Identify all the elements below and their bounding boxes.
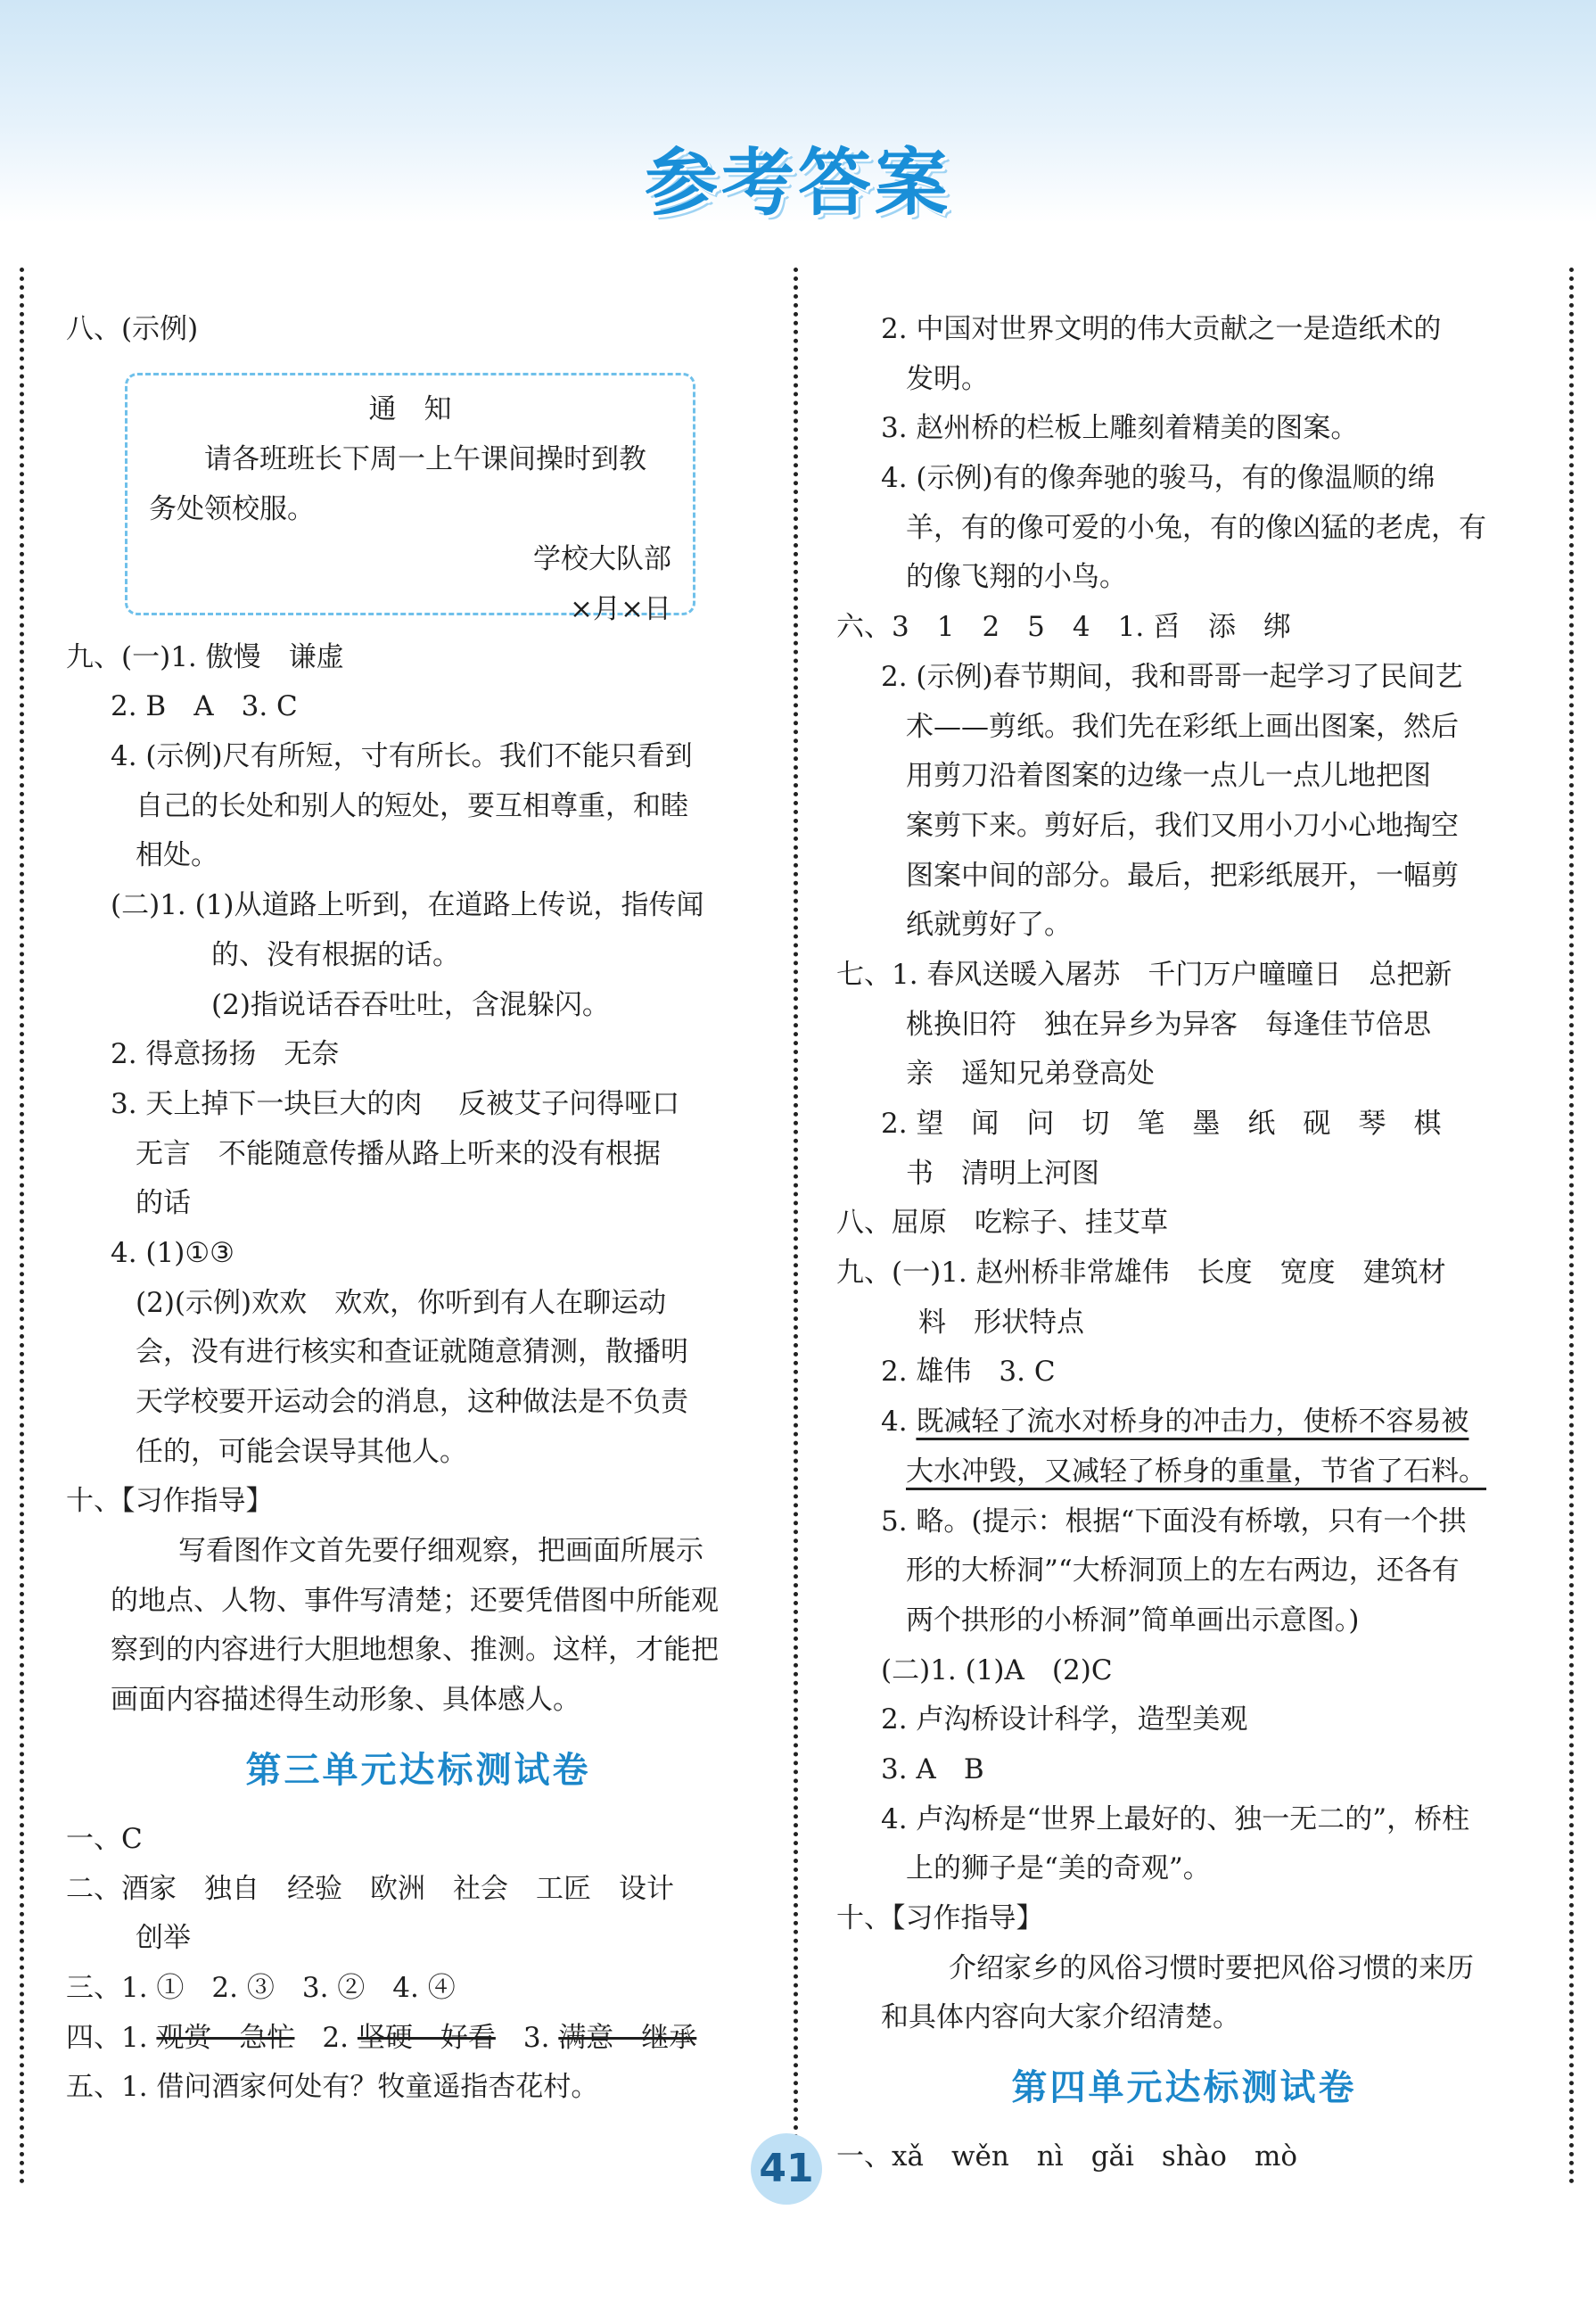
answer-line: 4. 卢沟桥是“世界上最好的、独一无二的”，桥柱 (881, 1802, 1470, 1835)
answer-line: 3. 天上掉下一块巨大的肉 反被艾子问得哑口 (111, 1087, 680, 1120)
notice-date: ×月×日 (570, 592, 671, 625)
answer-line: 2. 望 闻 问 切 笔 墨 纸 砚 琴 棋 (881, 1108, 1442, 1140)
section-title-unit4: 第四单元达标测试卷 (1011, 2066, 1357, 2109)
page-title: 参考答案 (644, 141, 951, 226)
answer-line: 2. 得意扬扬 无奈 (111, 1038, 340, 1071)
answer-line: 天学校要开运动会的消息，这种做法是不负责 (136, 1386, 688, 1418)
answer-line: 的像飞翔的小鸟。 (906, 561, 1127, 594)
underlined-answer: 大水冲毁，又减轻了桥身的重量，节省了石料。 (906, 1455, 1486, 1488)
answer-line: 察到的内容进行大胆地想象、推测。这样，才能把 (111, 1634, 719, 1667)
answer-line: 创举 (136, 1922, 191, 1955)
left-dotted-border (20, 268, 24, 2185)
corrected-words: 坚硬 好看 (357, 2021, 496, 2054)
answer-line: 上的狮子是“美的奇观”。 (906, 1852, 1211, 1885)
answer-line: 亲 遥知兄弟登高处 (906, 1058, 1155, 1091)
answer-line (836, 1398, 1532, 1447)
answer-line: (2)指说话吞吞吐吐，含混躲闪。 (211, 988, 610, 1021)
answer-line: 3. 赵州桥的栏板上雕刻着精美的图案。 (881, 412, 1359, 445)
answer-line: 5. 略。(提示：根据“下面没有桥墩，只有一个拱 (881, 1505, 1467, 1538)
answer-line: 七、1. 春风送暖入屠苏 千门万户曈曈日 总把新 (836, 958, 1452, 991)
answer-line: 术——剪纸。我们先在彩纸上画出图案，然后 (906, 710, 1459, 743)
answer-line: (二)1. (1)A (2)C (881, 1653, 1113, 1686)
answer-line: 的、没有根据的话。 (211, 938, 460, 971)
answer-line: 4. (1)①③ (111, 1236, 234, 1269)
answer-line: 4. (示例)尺有所短，寸有所长。我们不能只看到 (111, 740, 693, 773)
corrected-words: 满意 继承 (558, 2021, 697, 2054)
answer-line: 书 清明上河图 (906, 1157, 1099, 1190)
answer-text: 四、1. (66, 2021, 157, 2054)
answer-line: 自己的长处和别人的短处，要互相尊重，和睦 (136, 789, 688, 822)
answer-line: 2. 中国对世界文明的伟大贡献之一是造纸术的 (881, 313, 1442, 345)
notice-title: 通 知 (368, 392, 452, 425)
answer-line: 一、C (66, 1822, 143, 1855)
corrected-words: 观赏 急忙 (156, 2021, 295, 2054)
section-title-unit3: 第三单元达标测试卷 (245, 1748, 591, 1791)
notice-body: 务处领校服。 (149, 492, 315, 525)
answer-line: 案剪下来。剪好后，我们又用小刀小心地掏空 (906, 809, 1459, 842)
answer-line: 4. (示例)有的像奔驰的骏马，有的像温顺的绵 (881, 462, 1436, 495)
answer-line: 的话 (136, 1187, 191, 1220)
page-number: 41 (751, 2133, 822, 2205)
answer-line: 和具体内容向大家介绍清楚。 (881, 2001, 1240, 2034)
answer-line: 三、1. ① 2. ③ 3. ② 4. ④ (66, 1971, 456, 2004)
answer-line: 2. 卢沟桥设计科学，造型美观 (881, 1703, 1248, 1736)
answer-line: 一、xǎ wěn nì gǎi shào mò (836, 2140, 1298, 2173)
answer-line: 任的，可能会误导其他人。 (136, 1435, 467, 1468)
answer-line: 用剪刀沿着图案的边缘一点儿一点儿地把图 (906, 760, 1431, 793)
answer-line: 2. 雄伟 3. C (881, 1356, 1056, 1389)
answer-text: 4. (881, 1406, 917, 1439)
answer-line: 纸就剪好了。 (906, 909, 1072, 942)
answer-text: 2. (294, 2021, 358, 2054)
notice-box (125, 373, 695, 625)
answer-line: 介绍家乡的风俗习惯时要把风俗习惯的来历 (949, 1951, 1474, 1984)
answer-line: 十、【习作指导】 (66, 1485, 274, 1518)
answer-line: 画面内容描述得生动形象、具体感人。 (111, 1684, 580, 1717)
answer-line: 形的大桥洞”“大桥洞顶上的左右两边，还各有 (906, 1554, 1460, 1587)
answer-line: 十、【习作指导】 (836, 1902, 1044, 1934)
center-dotted-divider (794, 268, 798, 2185)
notice-body: 请各班班长下周一上午课间操时到教 (204, 442, 646, 475)
left-column (66, 305, 770, 2113)
right-dotted-border (1569, 268, 1574, 2185)
answer-line: 九、(一)1. 赵州桥非常雄伟 长度 宽度 建筑材 (836, 1257, 1446, 1290)
answer-line: 2. B A 3. C (111, 690, 298, 723)
answer-line: 二、酒家 独自 经验 欧洲 社会 工匠 设计 (66, 1872, 674, 1905)
answer-line: 图案中间的部分。最后，把彩纸展开，一幅剪 (906, 859, 1459, 892)
answer-line: 羊，有的像可爱的小兔，有的像凶猛的老虎，有 (906, 511, 1486, 544)
answer-line: 无言 不能随意传播从路上听来的没有根据 (136, 1137, 661, 1170)
notice-signature: 学校大队部 (533, 542, 671, 575)
answer-line: 八、屈原 吃粽子、挂艾草 (836, 1207, 1168, 1240)
answer-line: 五、1. 借问酒家何处有？牧童遥指杏花村。 (66, 2071, 599, 2104)
answer-line: 两个拱形的小桥洞”简单画出示意图。) (906, 1604, 1360, 1637)
answer-line: 会，没有进行核实和查证就随意猜测，散播明 (136, 1336, 688, 1369)
answer-line (66, 2014, 770, 2064)
answer-line: 写看图作文首先要仔细观察，把画面所展示 (178, 1535, 703, 1568)
answer-line: 六、3 1 2 5 4 1. 舀 添 绑 (836, 611, 1292, 644)
answer-line: 料 形状特点 (918, 1306, 1084, 1339)
answer-line: 桃换旧符 独在异乡为异客 每逢佳节倍思 (906, 1008, 1431, 1041)
answer-text: 3. (495, 2021, 559, 2054)
answer-line: (二)1. (1)从道路上听到，在道路上传说，指传闻 (111, 889, 704, 922)
answer-line: (2)(示例)欢欢 欢欢，你听到有人在聊运动 (136, 1286, 667, 1319)
underlined-answer: 既减轻了流水对桥身的冲击力，使桥不容易被 (916, 1406, 1469, 1439)
answer-line (836, 1447, 1532, 1497)
answer-line: 相处。 (136, 839, 218, 872)
right-column (836, 305, 1532, 2182)
answer-line: 发明。 (906, 362, 989, 395)
answer-line: 2. (示例)春节期间，我和哥哥一起学习了民间艺 (881, 660, 1463, 693)
answer-line: 3. A B (881, 1752, 984, 1785)
answer-line: 八、(示例) (66, 313, 199, 345)
answer-line: 九、(一)1. 傲慢 谦虚 (66, 640, 344, 673)
answer-line: 的地点、人物、事件写清楚；还要凭借图中所能观 (111, 1584, 719, 1617)
